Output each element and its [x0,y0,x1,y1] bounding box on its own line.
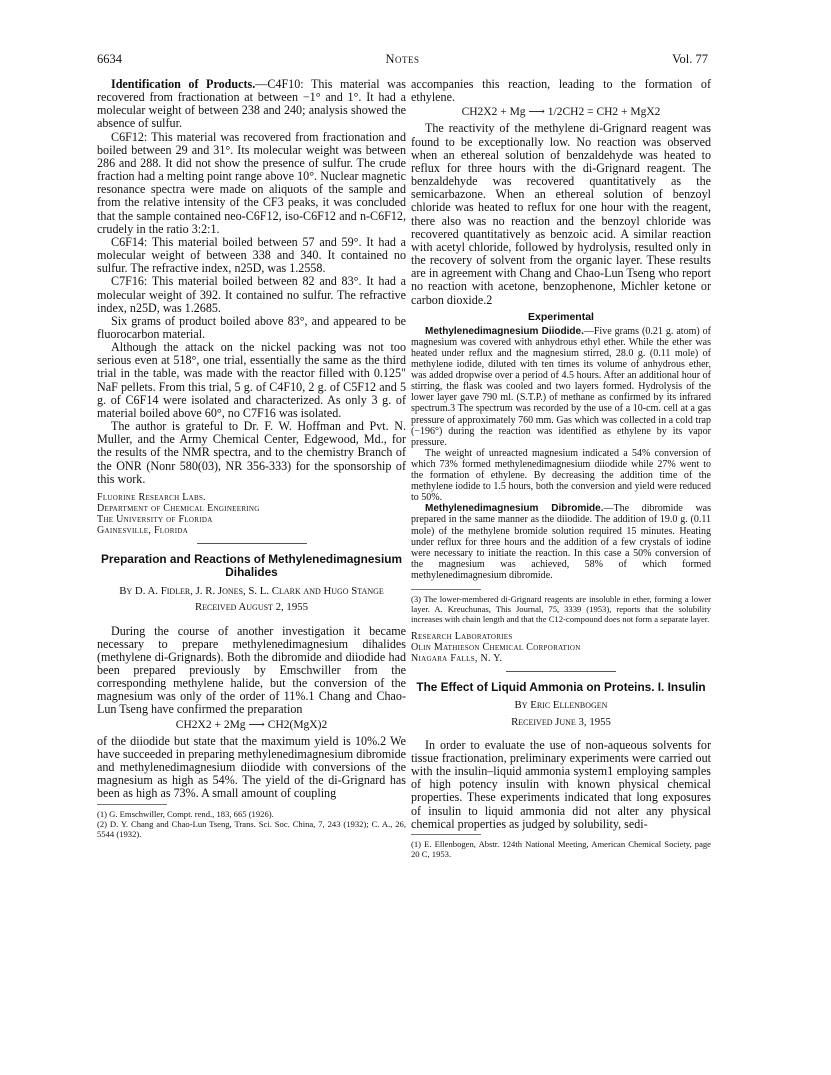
section-divider [506,671,616,672]
experimental-heading: Experimental [528,310,594,323]
received-date: Received August 2, 1955 [194,601,309,614]
conversion-paragraph: The weight of unreacted magnesium indicated a 54% conversion of which 73% formed methylenedimagnesium diiodide while 27% went to the formation of ethylene. By decreasing the addition time of the methylene iodide to 1.5 hours, both the conversion and yield were reduced to 50%. [411,447,711,504]
volume-number: Vol. 77 [672,52,708,66]
author-byline: By Eric Ellenbogen [514,699,608,712]
article-title: Preparation and Reactions of Methylenedimagnesium Dihalides [101,551,402,580]
c6f12-paragraph: C6F12: This material was recovered from fractionation and boiled between 29 and 31°. Its molecular weight was between 286 and 288. It did not show the presence of sulfur. The crude fraction had a melting point range above 10°. Nuclear magnetic resonance spectra were made on aliquots of the sample and from the relative intensity of the CF3 peaks, it was concluded that the sample contained neo-C6F12, iso-C6F12 and n-C6F12, crudely in the ratio 3:2:1. [97,129,406,236]
footnote-1: (1) G. Emschwiller, Compt. rend., 183, 665 (1926). [97,808,274,819]
diiodide-paragraph: Methylenedimagnesium Diiodide.—Five grams (0.21 g. atom) of magnesium was covered with anhydrous ethyl ether. While the ether was heated under reflux and the magnesium stirred, 28.0 g. (0.11 mole) of methylene iodide, diluted with ten times its volume of anhydrous ether, was added dropwise over a period of 4.5 hours. After an additional hour of stirring, the flask was cooled and two layers formed. Hydrolysis of the lower layer gave 790 ml. (S.T.P.) of methane as confirmed by its infrared spectrum.3 The spectrum was recorded by the use of a 10-cm. cell at a gas pressure of approximately 760 mm. Gas which was collected in a cold trap (−196°) during the reaction was identified as ethylene by its vapor pressure. [411,325,712,448]
dibromide-paragraph: Methylenedimagnesium Dibromide.—The dibromide was prepared in the same manner as the diiodide. The addition of 19.0 g. (0.11 mole) of the methylene bromide solution required 15 minutes. Heating under reflux for three hours and the addition of a few crystals of iodine were necessary to initiate the reaction. In this case a 50% conversion of the magnesium was achieved, 58% of which formed methylenedimagnesium dibromide. [411,503,711,581]
author-byline: By D. A. Fidler, J. R. Jones, S. L. Clark and Hugo Stange [119,584,384,597]
dibromide-heading: Methylenedimagnesium Dibromide. [425,503,604,515]
footnote-3: (3) The lower-membered di-Grignard reagents are insoluble in ether, forming a lower layer. A. Kreuchunas, This Journal, 75, 3339 (1953), reports that the solubility increases with chain length and that the C12-compound does not form a separate layer. [411,593,711,625]
insulin-paragraph: In order to evaluate the use of non-aqueous solvents for tissue fractionation, preliminary experiments were carried out with the insulin–liquid ammonia system1 employing samples of high potency insulin with known physical chemical properties. These experiments indicated that long exposures of insulin to liquid ammonia did not alter any physical chemical properties as judged by solubility, sedi- [411,737,711,831]
affiliation-block: Fluorine Research Labs. Department of Chemical Engineering The University of Florida Gainesville, Florida [97,491,260,536]
footnote-2: (2) D. Y. Chang and Chao-Lun Tseng, Trans. Sci. Soc. China, 7, 243 (1932); C. A., 26, 5544 (1932). [97,818,406,839]
equation-1: CH2X2 + 2Mg ⟶ CH2(MgX)2 [175,718,328,731]
c6f14-paragraph: C6F14: This material boiled between 57 and 59°. It had a molecular weight of between 338 and 340. It contained no sulfur. The refractive index, n25D, was 1.2558. [97,234,406,276]
product-paragraph: Six grams of product boiled above 83°, and appeared to be fluorocarbon material. [97,313,406,341]
identification-paragraph: Identification of Products.—C4F10: This material was recovered from fractionation at between −1° and 1°. It had a molecular weight of between 238 and 240; analysis showed the absence of sulfur. [97,77,406,131]
intro-paragraph: During the course of another investigation it became necessary to prepare methylenedimagnesium dihalides (methylene di-Grignards). Both the dibromide and diiodide had been prepared previously by Emschwiller from the corresponding methylene halide, but the conversion of the magnesium was only of the order of 11%.1 Chang and Chao-Lun Tseng have confirmed the preparation [97,623,406,717]
nickel-paragraph: Although the attack on the nickel packing was not too serious even at 518°, one trial, essentially the same as the third trial in the table, was made with the reactor filled with 0.125" NaF pellets. From this trial, 5 g. of C4F10, 2 g. of C5F12 and 5 g. of C6F14 were isolated and characterized. As only 3 g. of material boiled above 60°, no C7F16 was isolated. [97,340,406,420]
section-divider [197,543,307,544]
right-column [411,78,711,859]
affiliation-block: Research Laboratories Olin Mathieson Chemical Corporation Niagara Falls, N. Y. [411,630,581,664]
reactivity-paragraph: The reactivity of the methylene di-Grignard reagent was found to be exceptionally low. No reaction was observed when an ethereal solution of benzaldehyde was heated to reflux for three hours with the di-Grignard reagent. The benzaldehyde was recovered quantitatively as the semicarbazone. When an ethereal solution of benzoyl chloride was heated to reflux for one hour with the reagent, there also was no reaction and the benzoyl chloride was recovered quantitatively as benzoic acid. A similar reaction with acetyl chloride, followed by hydrolysis, resulted only in the recovery of solvent from the organic layer. These results are in agreement with Chang and Chao-Lun Tseng who report no reaction with acetone, benzophenone, Michler ketone or carbon dioxide.2 [411,121,711,307]
equation-2: CH2X2 + Mg ⟶ 1/2CH2 = CH2 + MgX2 [461,106,661,119]
footnote-divider [411,834,481,835]
acknowledgement-paragraph: The author is grateful to Dr. F. W. Hoffman and Pvt. N. Muller, and the Army Chemical Center, Edgewood, Md., for the results of the NMR spectra, and to the chemistry Branch of the ONR (Nonr 580(03), NR 356-333) for the sponsorship of this work. [97,419,406,486]
running-header [97,52,708,72]
section-name: Notes [385,52,420,66]
identification-heading: Identification of Products. [111,77,256,91]
footnote-divider [411,589,481,590]
left-column [97,78,406,839]
diiodide-heading: Methylenedimagnesium Diiodide. [425,325,584,337]
footnote-1: (1) E. Ellenbogen, Abstr. 124th National Meeting, American Chemical Society, page 20 C, 1953. [411,838,711,860]
article-title: The Effect of Liquid Ammonia on Proteins. I. Insulin [416,679,706,694]
page-number: 6634 [97,52,122,66]
footnote-divider [97,804,167,805]
coupling-paragraph: accompanies this reaction, leading to the formation of ethylene. [411,77,711,105]
yield-paragraph: of the diiodide but state that the maximum yield is 10%.2 We have succeeded in preparing methylenedimagnesium dibromide and methylenedimagnesium diiodide with conversions of the magnesium as high as 54%. The yield of the di-Grignard has been as high as 73%. A small amount of coupling [97,733,406,801]
received-date: Received June 3, 1955 [511,715,611,728]
c7f16-paragraph: C7F16: This material boiled between 82 and 83°. It had a molecular weight of 392. It contained no sulfur. The refractive index, n25D, was 1.2685. [97,274,406,315]
